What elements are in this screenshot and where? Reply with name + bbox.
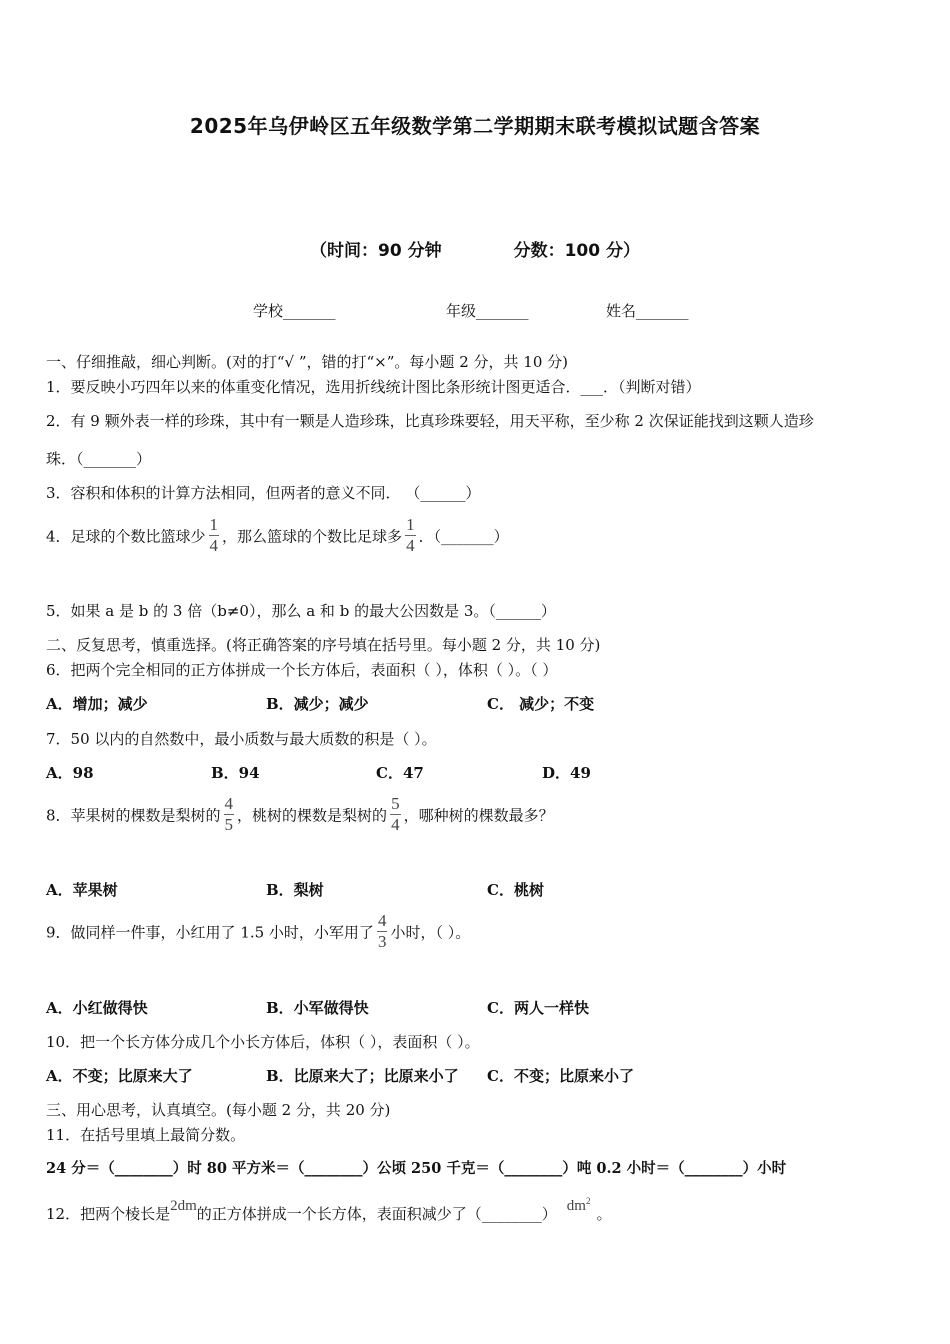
q8-frac2-num: 5 <box>391 794 400 813</box>
q8-frac1-num: 4 <box>224 794 234 813</box>
q11-fill-line: 24 分＝（________）时 80 平方米＝（________）公顷 250 千克＝（________）吨 0.2 小时＝（________）小时 <box>46 1160 787 1177</box>
q4-fraction-2 <box>405 515 416 556</box>
q8-frac1-den: 5 <box>224 815 234 834</box>
question-9 <box>46 913 470 954</box>
q12-unit-dm: 2dm <box>170 1198 197 1214</box>
q8-fraction-2 <box>390 794 401 835</box>
q8-text-mid: ，桃树的棵数是梨树的 <box>237 806 388 825</box>
q7-option-d: D．49 <box>542 764 591 782</box>
question-11: 11．在括号里填上最简分数。 <box>46 1126 246 1144</box>
q8-option-a: A．苹果树 <box>46 881 118 899</box>
q9-option-a: A．小红做得快 <box>46 999 148 1017</box>
school-field[interactable]: 学校_______ <box>253 302 336 320</box>
q8-option-b: B．梨树 <box>266 881 324 899</box>
section2-header: 二、反复思考，慎重选择。(将正确答案的序号填在括号里。每小题 2 分，共 10 分) <box>46 636 601 654</box>
question-1: 1．要反映小巧四年以来的体重变化情况，选用折线统计图比条形统计图更适合．___．（判断对错） <box>46 378 701 396</box>
time-info: （时间：90 分钟 <box>310 241 442 261</box>
q4-text-pre: 4．足球的个数比篮球少 <box>46 527 206 546</box>
q9-text-pre: 9．做同样一件事，小红用了 1.5 小时，小军用了 <box>46 923 374 942</box>
q8-frac2-den: 4 <box>391 815 400 834</box>
q6-option-b: B．减少；减少 <box>266 695 369 713</box>
q9-option-b: B．小军做得快 <box>266 999 369 1017</box>
q8-option-c: C．桃树 <box>487 881 544 899</box>
question-6: 6．把两个完全相同的正方体拼成一个长方体后，表面积（ ），体积（ ）。（ ） <box>46 661 558 679</box>
q4-text-mid: ，那么篮球的个数比足球多 <box>222 527 403 546</box>
question-4 <box>46 517 509 558</box>
q10-option-c: C．不变；比原来小了 <box>487 1067 634 1085</box>
q9-frac-num: 4 <box>377 911 387 930</box>
q9-frac-den: 3 <box>377 932 387 951</box>
q10-option-b: B．比原来大了；比原来小了 <box>266 1067 459 1085</box>
name-field[interactable]: 姓名_______ <box>606 302 689 320</box>
grade-field[interactable]: 年级_______ <box>446 302 529 320</box>
question-8 <box>46 796 554 837</box>
q4-frac2-den: 4 <box>406 536 415 555</box>
q8-fraction-1 <box>224 794 235 835</box>
q4-frac2-num: 1 <box>406 515 415 534</box>
q4-frac1-num: 1 <box>209 515 219 534</box>
q4-text-post: ．（_______） <box>418 527 509 546</box>
question-12 <box>46 1196 612 1224</box>
q9-option-c: C．两人一样快 <box>487 999 589 1017</box>
q7-option-c: C．47 <box>376 764 424 782</box>
q12-unit2-base: dm <box>566 1198 586 1214</box>
question-7: 7．50 以内的自然数中，最小质数与最大质数的积是（ ）。 <box>46 730 437 748</box>
q7-option-a: A．98 <box>46 764 94 782</box>
q4-frac1-den: 4 <box>209 536 219 555</box>
q10-option-a: A．不变；比原来大了 <box>46 1067 193 1085</box>
q8-text-pre: 8．苹果树的棵数是梨树的 <box>46 806 221 825</box>
q4-fraction-1 <box>209 515 220 556</box>
q8-text-post: ，哪种树的棵数最多？ <box>403 806 554 825</box>
q12-text-mid: 的正方体拼成一个长方体，表面积减少了（________） <box>196 1205 557 1223</box>
q9-text-post: 小时，（ ）。 <box>390 923 471 942</box>
q9-fraction <box>377 911 388 952</box>
question-10: 10．把一个长方体分成几个小长方体后，体积（ ），表面积（ ）。 <box>46 1033 480 1051</box>
question-2-line1: 2．有 9 颗外表一样的珍珠，其中有一颗是人造珍珠，比真珍珠要轻，用天平称，至少称 2 次保证能找到这颗人造珍 <box>46 412 814 430</box>
q6-option-a: A．增加；减少 <box>46 695 148 713</box>
q12-text-post: 。 <box>596 1205 612 1223</box>
q7-option-b: B．94 <box>211 764 260 782</box>
score-info: 分数：100 分） <box>513 241 640 261</box>
question-2-line2: 珠．（_______） <box>46 450 152 468</box>
q6-option-c: C． 减少；不变 <box>487 695 595 713</box>
q12-unit-dm2 <box>567 1198 591 1214</box>
section1-header: 一、仔细推敲，细心判断。(对的打“√ ”，错的打“×”。每小题 2 分，共 10 分) <box>46 353 568 371</box>
exam-meta <box>0 236 950 261</box>
question-5: 5．如果 a 是 b 的 3 倍（b≠0），那么 a 和 b 的最大公因数是 3。（______） <box>46 602 556 620</box>
q12-text-pre: 12．把两个棱长是 <box>46 1205 171 1223</box>
q12-unit2-sup: 2 <box>585 1196 591 1206</box>
section3-header: 三、用心思考，认真填空。(每小题 2 分，共 20 分) <box>46 1101 391 1119</box>
question-3: 3．容积和体积的计算方法相同，但两者的意义不同． （______） <box>46 484 481 502</box>
page-title: 2025年乌伊岭区五年级数学第二学期期末联考模拟试题含答案 <box>189 114 761 138</box>
